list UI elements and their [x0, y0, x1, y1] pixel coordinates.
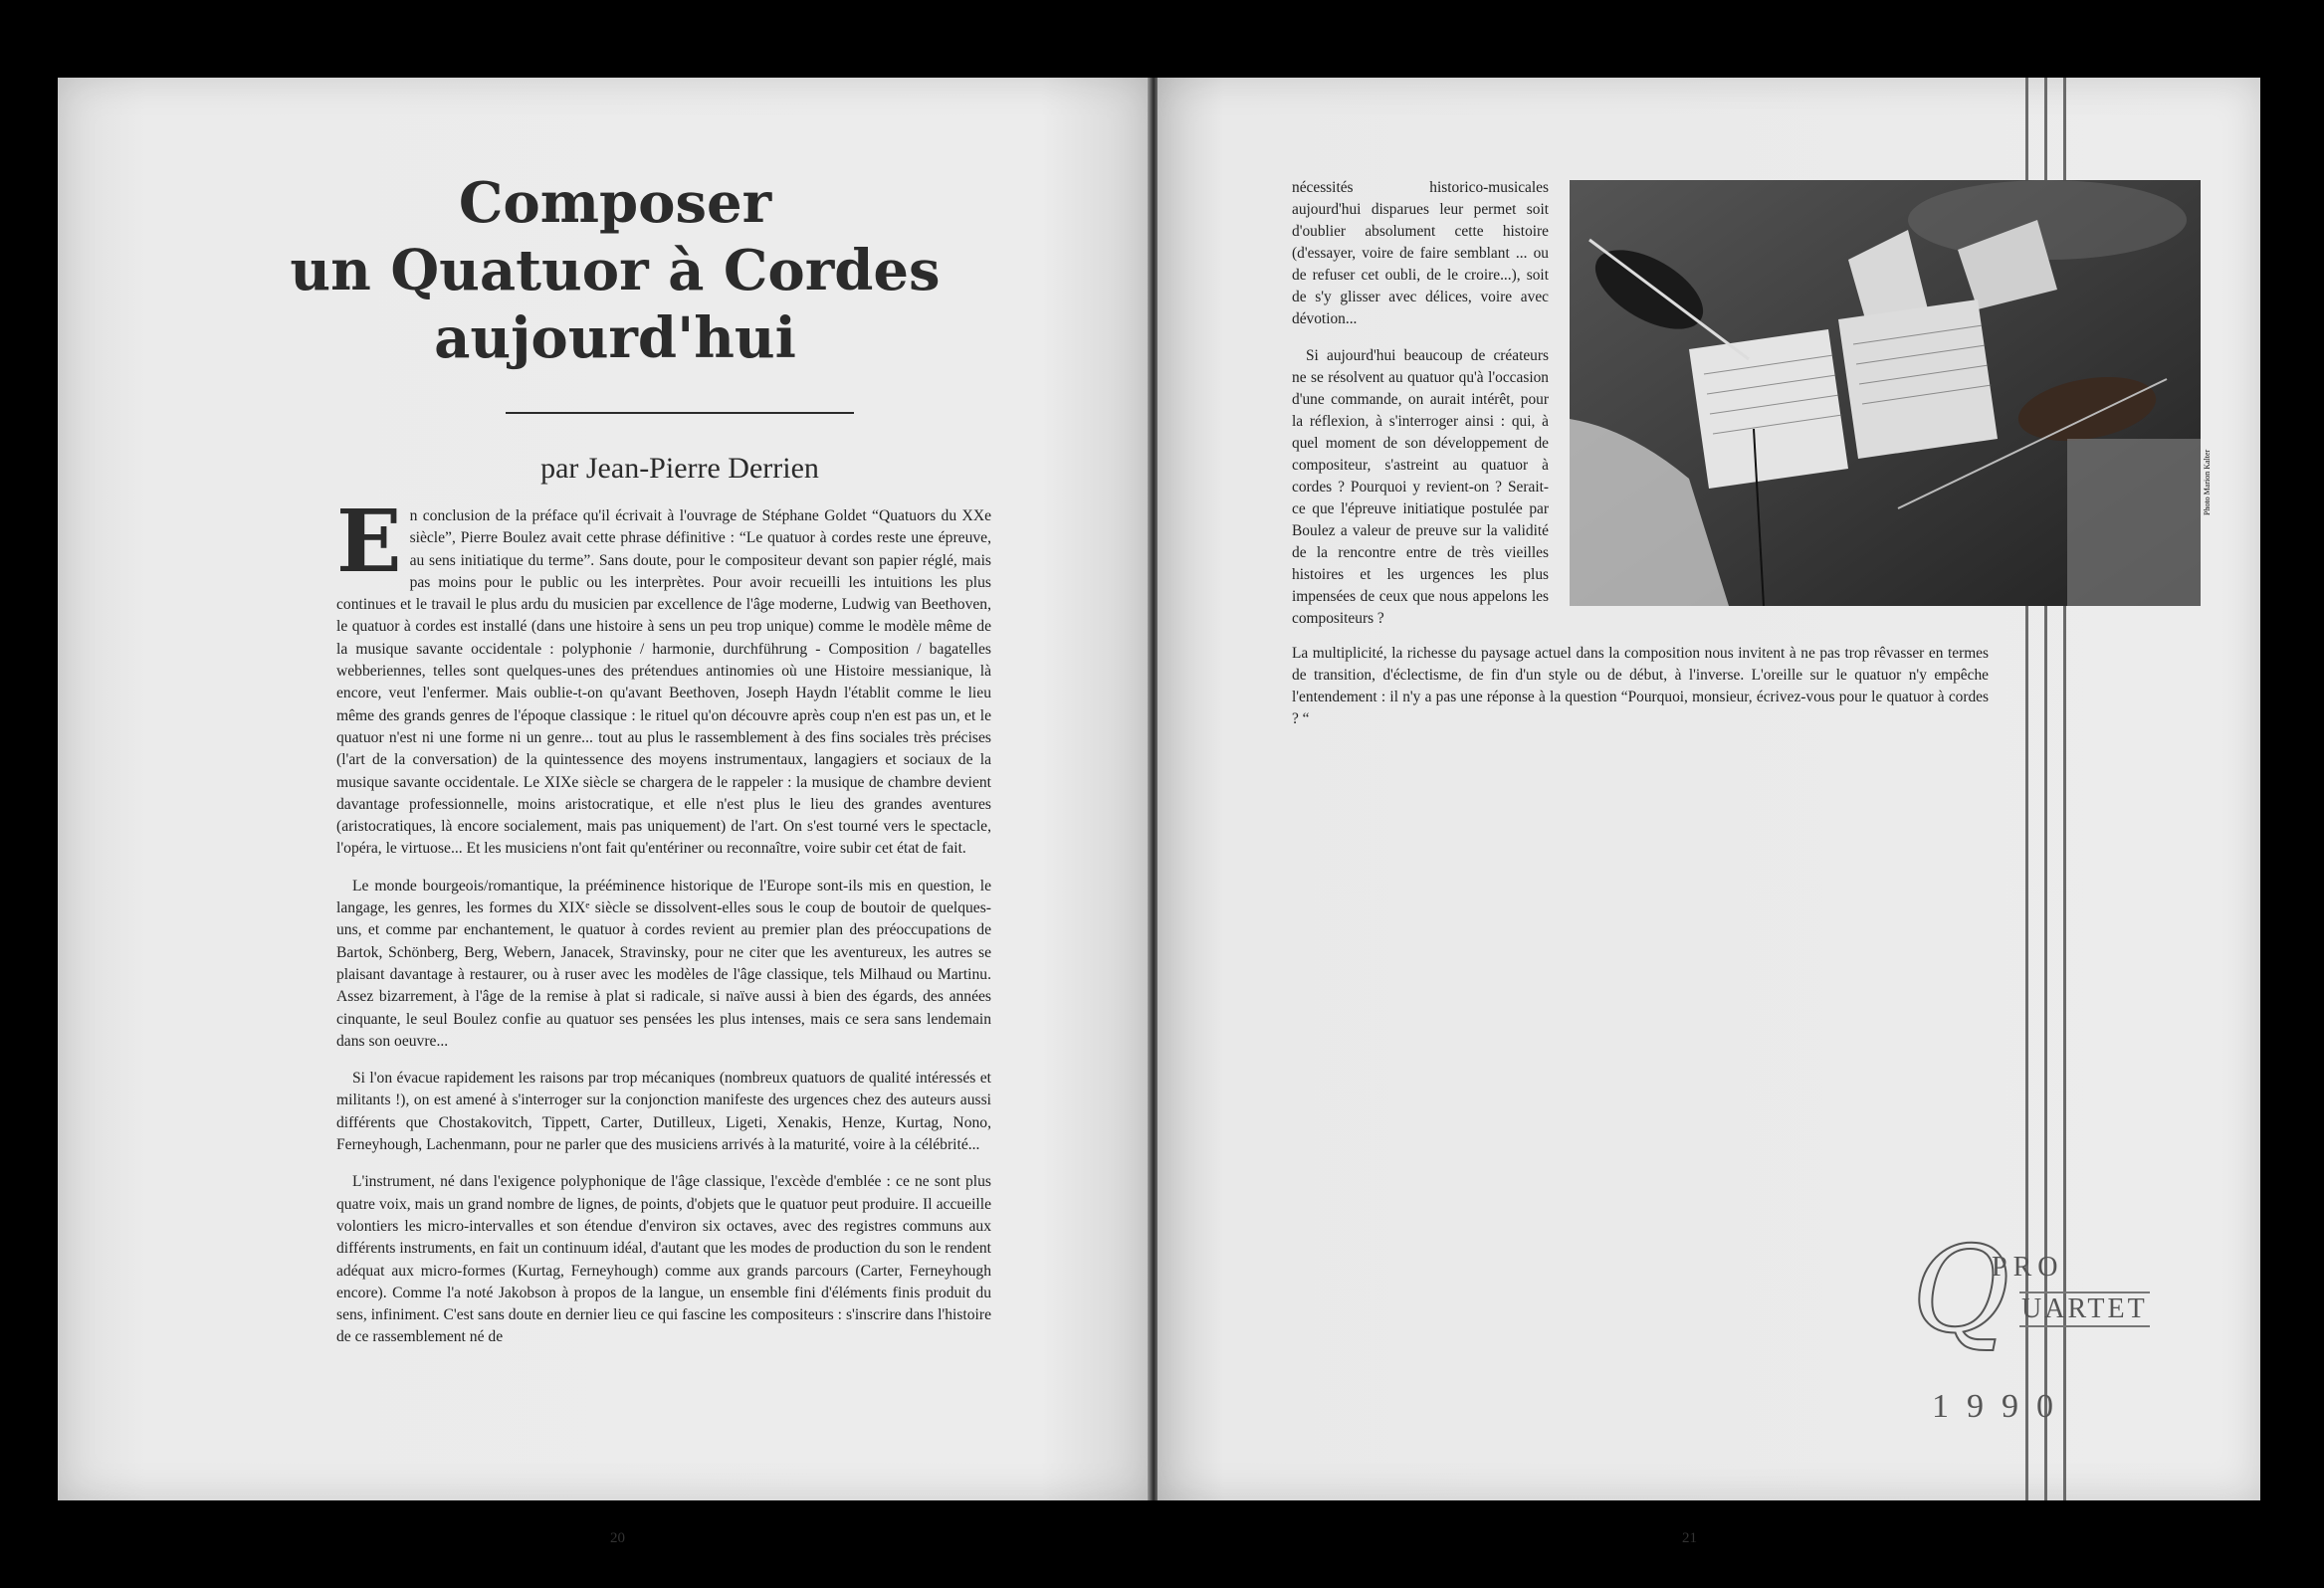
title-line-3: aujourd'hui: [434, 305, 796, 371]
logo-pro: PRO: [1992, 1252, 2064, 1283]
right-page: [1158, 78, 2260, 1546]
paragraph-2: Le monde bourgeois/romantique, la prééminence historique de l'Europe sont-ils mis en question, le langage, les genres, les formes du XIXᵉ siècle se dissolvent-elles sous le coup de boutoir de quelques-uns, et comme par enchantement, le quatuor à cordes revient au premier plan des préoccupations de Bartok, Schönberg, Berg, Webern, Janacek, Stravinsky, pour ne citer que les aventureux, les autres se plaisant davantage à restaurer, ou à ruser avec les modèles de l'âge classique, tels Milhaud ou Martinu. Assez bizarrement, à l'âge de la remise à plat si radicale, si naïve aussi à bien des égards, des années cinquante, le seul Boulez confie au quatuor ses pensées les plus intenses, mais ce sera sans lendemain dans son oeuvre...: [336, 877, 991, 1050]
left-page: [58, 78, 1151, 1546]
paragraph-3: Si l'on évacue rapidement les raisons par trop mécaniques (nombreux quatuors de qualité intéressés et militants !), on est amené à s'interroger sur la conjonction manifeste des urgences chez des auteurs aussi différents que Chostakovitch, Tippett, Carter, Dutilleux, Ligeti, Xenakis, Henze, Kurtag, Nono, Ferneyhough, Lachenmann, pour ne parler que des musiciens arrivés à la maturité, voire à la célébrité...: [336, 1070, 991, 1154]
right-paragraph-2: Si aujourd'hui beaucoup de créateurs ne se résolvent au quatuor qu'à l'occasion d'une commande, on aurait intérêt, pour la réflexion, à s'interroger ainsi : qui, à quel moment de son développement de compositeur, s'astreint au quatuor à cordes ? Pourquoi y revient-on ? Serait-ce que l'épreuve initiatique postulée par Boulez a valeur de preuve sur la validité de la rencontre entre de très vieilles histoires et les urgences les plus impensées de ceux que nous appelons les compositeurs ?: [1292, 347, 1549, 627]
photo-illustration: [1570, 180, 2201, 606]
right-paragraph-3: La multiplicité, la richesse du paysage actuel dans la composition nous invitent à ne pas trop rêvasser en termes de transition, d'éclectisme, de fin d'un style ou de début, à l'inverse. L'oreille sur le quatuor n'y empêche l'entendement : il n'y a pas une réponse à la question “Pourquoi, monsieur, écrivez-vous pour le quatuor à cordes ? “: [1292, 645, 1989, 727]
sheet-music-4: [1838, 299, 1998, 459]
paragraph-1: En conclusion de la préface qu'il écrivait à l'ouvrage de Stéphane Goldet “Quatuors du XXe siècle”, Pierre Boulez avait cette phrase définitive : “Le quatuor à cordes reste une épreuve, au sens initiatique du terme”. Sans doute, pour le compositeur devant son papier réglé, mais pas moins pour le public ou les interprètes. Pour avoir recueilli les intuitions les plus continues et le travail le plus ardu du musicien par excellence de l'âge moderne, Ludwig van Beethoven, le quatuor à cordes est installé (dans une histoire à sens un peu trop unique) comme le modèle même de la musique savante occidentale : polyphonie / harmonie, durchführung - Composition / bagatelles webberiennes, telles sont quelques-unes des prétendues antinomies où une Histoire messianique, là encore, veut l'enfermer. Mais oublie-t-on qu'avant Beethoven, Joseph Haydn l'établit comme le lieu même des grands genres de l'époque classique : le rituel qu'on découvre après coup n'en est pas un, et le quatuor n'est ni une forme ni un genre... tout au plus le rassemblement à des fins sociales très précises (l'art de la conversation) de la quintessence des moyens instrumentaux, langagiers et sociaux de la musique savante occidentale. Le XIXe siècle se chargera de le rappeler : la musique de chambre devient davantage professionnelle, moins aristocratique, et elle n'est plus le lieu des grandes aventures (aristocratiques, là encore socialement, mais pas uniquement) de l'art. On s'est tourné vers le spectacle, l'opéra, le virtuose... Et les musiciens n'ont fait qu'entériner ou reconnaître, voire subir cet état de fait.: [336, 492, 991, 858]
logo-q-letter: Q: [1912, 1222, 2010, 1360]
year: 1990: [1932, 1388, 2071, 1425]
right-body-column: [1292, 177, 1549, 645]
left-body-column: [336, 492, 991, 1364]
page-number-left: 20: [610, 1530, 625, 1546]
title-line-1: Composer: [458, 170, 772, 236]
title-rule: [506, 412, 854, 414]
sheet-music-3: [1689, 329, 1848, 489]
photo-credit: Photo Marion Kalter: [2203, 449, 2212, 515]
right-paragraph-1: nécessités historico-musicales aujourd'hui disparues leur permet soit d'oublier absolument cette histoire (d'essayer, voire de faire semblant ... ou de refuser cet oubli, de le croire...), soit de s'y glisser avec délices, voire avec dévotion...: [1292, 179, 1549, 327]
string-quartet-photo: [1570, 180, 2201, 606]
paragraph-4: L'instrument, né dans l'exigence polyphonique de l'âge classique, l'excède d'emblée : ce ne sont plus quatre voix, mais un grand nombre de lignes, de points, d'objets que le quatuor peut produire. Il accueille volontiers les micro-intervalles et son étendue d'environ six octaves, avec des registres communs aux différents instruments, en fait un continuum idéal, d'autant que les modes de production du son le rendent adéquat aux micro-formes (Kurtag, Ferneyhough) comme aux grands parcours (Carter, Ferneyhough encore). Comme l'a noté Jakobson à propos de la langue, un ensemble fini d'éléments finis produit du sens, infiniment. C'est sans doute en dernier lieu ce qui fascine les compositeurs : s'inscrire dans l'histoire de ce rassemblement né de: [336, 1173, 991, 1346]
article-title: [290, 169, 941, 372]
drop-cap: E: [336, 492, 402, 592]
page-number-right: 21: [1682, 1530, 1697, 1546]
logo-quartet: UARTET: [2019, 1291, 2150, 1327]
pro-quartet-logo: [1912, 1222, 2148, 1381]
title-line-2: un Quatuor à Cordes: [290, 238, 941, 303]
byline: par Jean-Pierre Derrien: [540, 452, 819, 485]
